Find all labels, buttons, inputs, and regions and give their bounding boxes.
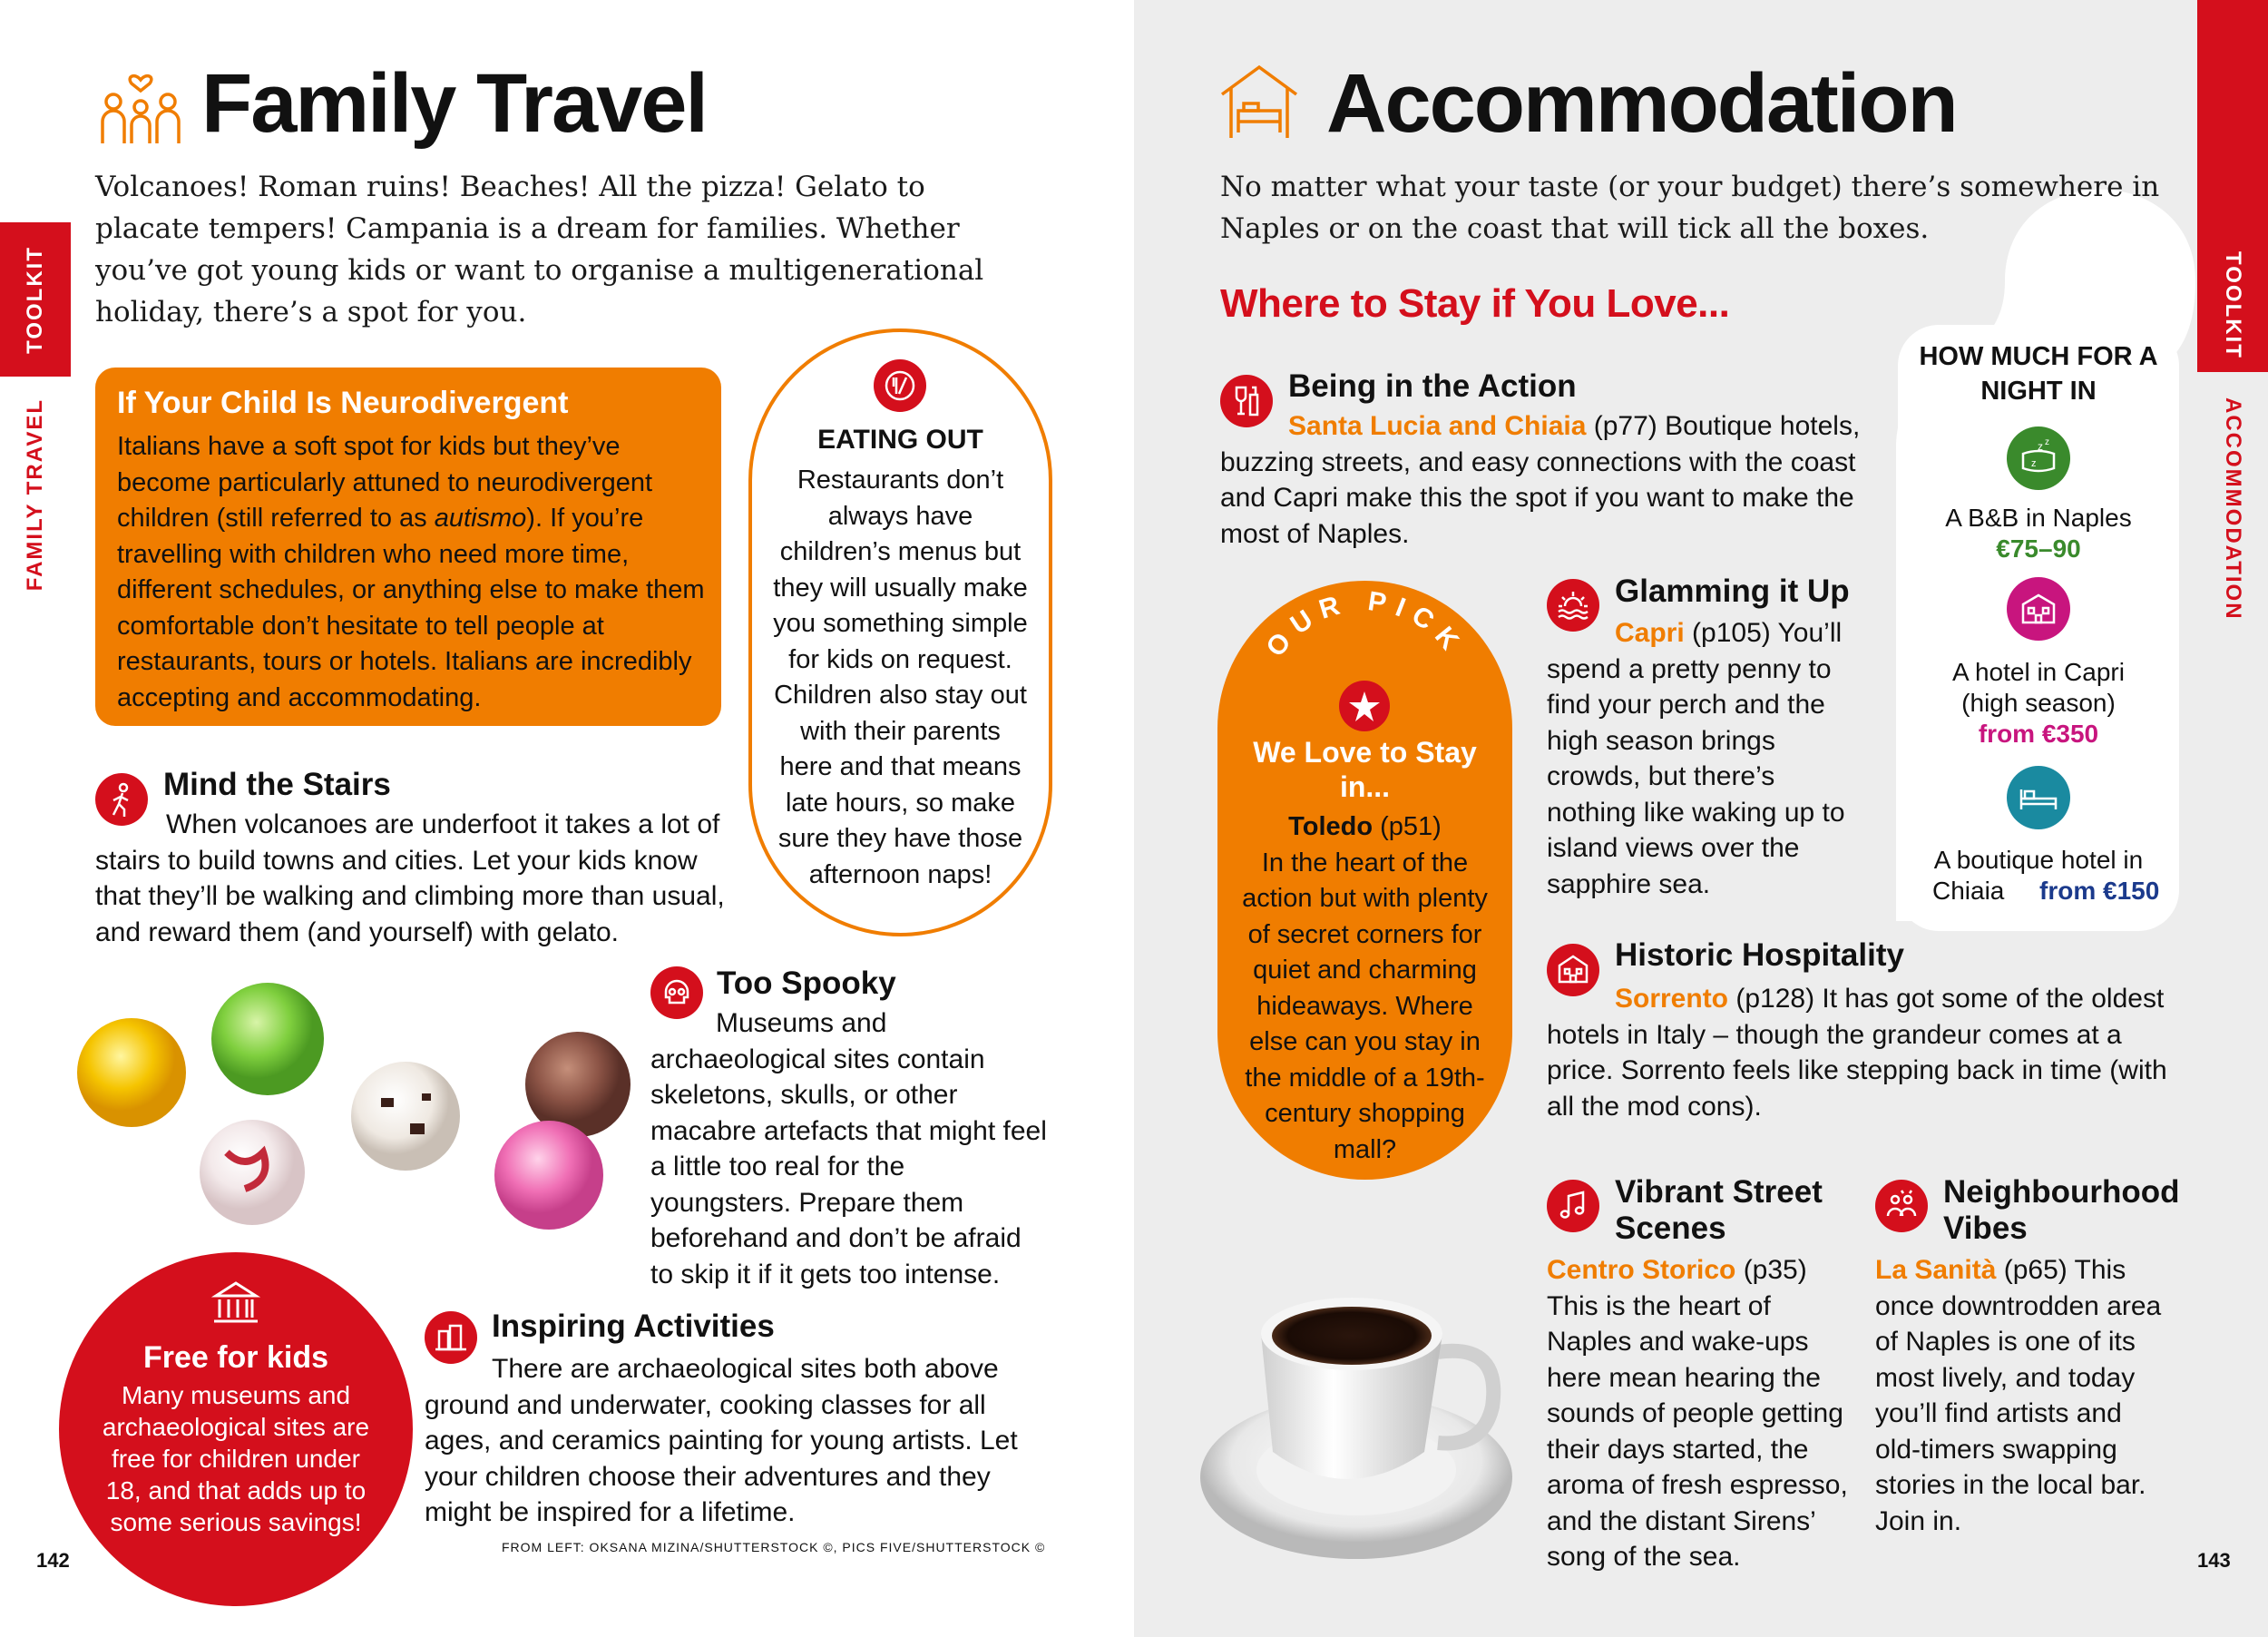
star-icon: [1339, 681, 1390, 731]
svg-text:z: z: [2045, 437, 2049, 447]
neurodivergent-italic: autismo: [434, 504, 527, 533]
family-travel-title: Family Travel: [201, 57, 707, 150]
family-intro: Volcanoes! Roman ruins! Beaches! All the pizza! Gelato to placate tempers! Campania is a dream for families. Whether you’ve got young kids or want to organise a multigenerational holiday, there’s a spot for you.: [95, 171, 984, 328]
our-pick-place: Toledo: [1288, 812, 1374, 841]
left-tab-toolkit-label: TOOLKIT: [23, 245, 47, 354]
our-pick-heading: We Love to Stay in...: [1253, 736, 1477, 803]
historic-heading: Historic Hospitality: [1615, 937, 1904, 973]
inspiring-text: There are archaeological sites both above ground and underwater, cooking classes for all ages, and ceramics painting for young artists. Let your children choose their adventures and they might be inspired for a lifetime.: [425, 1354, 1018, 1527]
vibrant-heading: Vibrant Street Scenes: [1615, 1174, 1823, 1246]
neighbourhood-place: La Sanità: [1875, 1255, 1997, 1285]
music-note-icon: [1547, 1180, 1599, 1232]
inspiring-heading: Inspiring Activities: [492, 1309, 775, 1344]
neighbourhood-desc: This once downtrodden area of Naples is one of its most lively, and today you’ll find artists and old-timers swapping stories in the local bar. Join in.: [1875, 1255, 2162, 1536]
glamming-desc: You’ll spend a pretty penny to find your perch and the high season brings crowds, but there’s nothing like waking up to island views over the sapphire sea.: [1547, 618, 1845, 899]
hotel-building-icon: [2007, 577, 2070, 641]
neighbourhood-heading: Neighbourhood Vibes: [1943, 1174, 2180, 1246]
price-item-3-suffix: Chiaia: [1932, 877, 2005, 905]
action-place: Santa Lucia and Chiaia: [1288, 411, 1587, 441]
vibrant-ref: (p35): [1735, 1255, 1807, 1285]
espresso-cup-photo: [1193, 1270, 1529, 1570]
neighbourhood-ref: (p65): [1996, 1255, 2075, 1285]
right-tab-section: [2197, 397, 2268, 652]
eating-out-heading: EATING OUT: [817, 425, 983, 455]
eating-out-text: Restaurants don’t always have children’s menus but they will usually make you something simple for kids on request. Children also stay out with their parents here and that means late hours, so make sure they have those afternoon naps!: [773, 466, 1028, 889]
price-item-2-price: from €350: [1978, 720, 2099, 748]
our-pick-text: [1237, 809, 1492, 1168]
our-pick-label: OUR PICK: [1260, 586, 1471, 663]
accommodation-title: Accommodation: [1326, 57, 1957, 150]
stairs-text: When volcanoes are underfoot it takes a lot of stairs to build towns and cities. Let your kids know that they’ll be walking and climbing more than usual, and reward them (and yourself) with gelato.: [95, 809, 725, 947]
historic-place: Sorrento: [1615, 984, 1729, 1014]
our-pick-ref: (p51): [1373, 812, 1442, 841]
vibrant-text: [1547, 1252, 1855, 1575]
right-page-number: 143: [2197, 1549, 2231, 1572]
price-item-1-label: A B&B in Naples: [1945, 504, 2132, 532]
action-heading: Being in the Action: [1288, 368, 1577, 404]
bed-icon: [2007, 766, 2070, 829]
where-to-stay-heading: Where to Stay if You Love...: [1220, 281, 1730, 326]
stairs-heading: Mind the Stairs: [163, 767, 391, 802]
price-item-2-label: A hotel in Capri (high season): [1952, 658, 2125, 717]
historic-desc: It has got some of the oldest hotels in Italy – though the grandeur comes at a price. Sorrento feels like stepping back in time (with all the mod cons).: [1547, 984, 2167, 1122]
fork-knife-icon: [874, 359, 926, 412]
family-icon: [95, 62, 186, 145]
historic-text: [1547, 981, 2182, 1124]
sleep-pillow-icon: [2007, 426, 2070, 490]
svg-text:OUR PICK: [1261, 586, 1471, 662]
historic-ref: (p128): [1728, 984, 1823, 1014]
glamming-text: [1547, 615, 1855, 902]
price-item-3-price: from €150: [2039, 877, 2160, 905]
accommodation-intro: No matter what your taste (or your budget) there’s somewhere in Naples or on the coast that will tick all the boxes.: [1220, 171, 2160, 245]
gelato-photo: [73, 971, 653, 1270]
neurodivergent-text-2: ). If you’re travelling with children who need more time, different schedules, or anything else to make them comfortable don’t hesitate to tell people at restaurants, tours or hotels. Italians are incredibly accepting and accommodating.: [117, 504, 705, 712]
price-item-1-price: €75–90: [1996, 534, 2081, 563]
left-tab-toolkit: [0, 222, 71, 377]
spooky-text: Museums and archaeological sites contain skeletons, skulls, or other macabre artefacts that might feel a little too real for the youngsters. Prepare them beforehand and don’t be afraid to skip it if it gets too intense.: [650, 1008, 1047, 1289]
photo-credit: FROM LEFT: OKSANA MIZINA/SHUTTERSTOCK ©, PICS FIVE/SHUTTERSTOCK ©: [502, 1540, 1046, 1554]
svg-text:z: z: [2031, 458, 2037, 469]
glamming-ref: (p105): [1684, 618, 1778, 648]
action-text: [1220, 408, 1873, 552]
svg-text:z: z: [2038, 440, 2043, 453]
neurodivergent-heading: If Your Child Is Neurodivergent: [117, 386, 569, 420]
right-tab-toolkit: [2197, 0, 2268, 372]
free-for-kids-heading: Free for kids: [142, 1340, 329, 1375]
spooky-heading: Too Spooky: [717, 966, 896, 1001]
museum-icon: [207, 1274, 265, 1332]
vibrant-place: Centro Storico: [1547, 1255, 1736, 1285]
how-much-card: [1898, 325, 2179, 931]
right-page: [1134, 0, 2268, 1637]
neurodivergent-box: [95, 368, 721, 726]
glamming-heading: Glamming it Up: [1615, 573, 1850, 609]
neurodivergent-text: [117, 429, 707, 716]
action-desc: Boutique hotels, buzzing streets, and easy connections with the coast and Capri make this the spot if you want to make the most of Naples.: [1220, 411, 1861, 549]
people-group-icon: [1875, 1180, 1928, 1232]
house-bed-icon: [1218, 60, 1300, 142]
neurodivergent-text-1: Italians have a soft spot for kids but they’ve become particularly attuned to neurodivergent children (still referred to as: [117, 432, 653, 533]
neighbourhood-text: [1875, 1252, 2165, 1539]
our-pick-pill: [1217, 581, 1512, 1180]
right-tab-section-label: ACCOMMODATION: [2221, 397, 2245, 621]
left-page-number: 142: [36, 1549, 70, 1572]
how-much-heading: HOW MUCH FOR A NIGHT IN: [1919, 342, 2158, 406]
action-ref: (p77): [1586, 411, 1666, 441]
eating-out-pill: [748, 328, 1052, 936]
price-item-3-label: A boutique hotel in: [1933, 846, 2144, 874]
free-for-kids-circle: [59, 1252, 413, 1606]
free-for-kids-text: Many museums and archaeological sites are free for children under 18, and that adds up to some serious savings!: [102, 1381, 370, 1536]
glamming-place: Capri: [1615, 618, 1685, 648]
right-tab-toolkit-label: TOOLKIT: [2221, 251, 2245, 359]
our-pick-desc: In the heart of the action but with plenty of secret corners for quiet and charming hideaways. Where else can you stay in the middle of a 19th-century shopping mall?: [1242, 848, 1488, 1164]
left-tab-section: [0, 390, 71, 599]
vibrant-desc: This is the heart of Naples and wake-ups here mean hearing the sounds of people getting their days started, the aroma of fresh espresso, and the distant Sirens’ song of the sea.: [1547, 1290, 1848, 1572]
left-tab-section-label: FAMILY TRAVEL: [23, 397, 47, 592]
